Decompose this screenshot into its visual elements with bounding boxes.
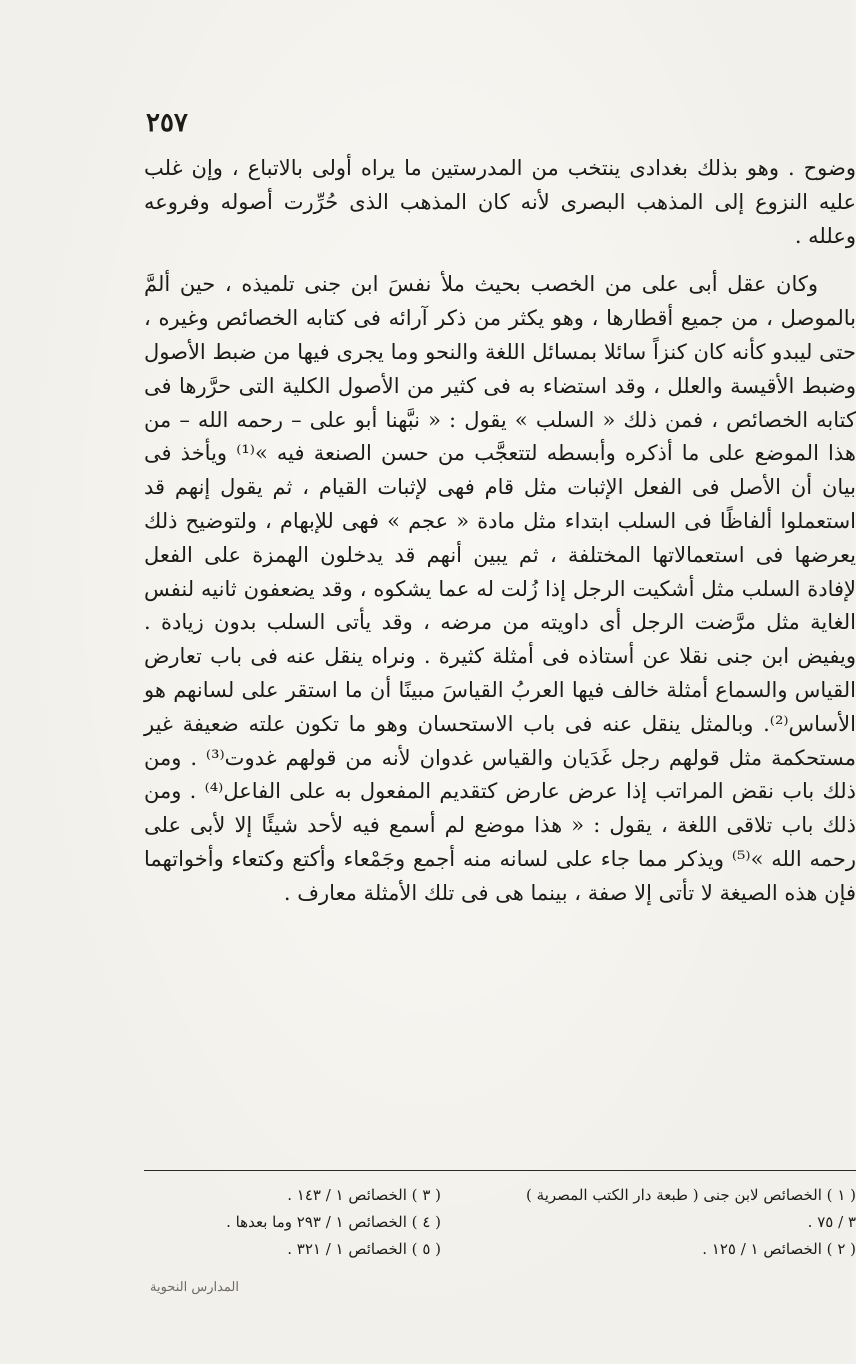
footnote-2: ( ٢ ) الخصائص ١ / ١٢٥ . <box>702 1240 856 1258</box>
signature-mark: المدارس النحوية <box>150 1280 239 1295</box>
paragraph-2: وكان عقل أبى على من الخصب بحيث ملأ نفسَ ابن جنى تلميذه ، حين ألمَّ بالموصل ، من جميع أقطارها ، وهو يكثر من ذكر آرائه فى كتابه الخصائص وغيره ، حتى ليبدو كأنه كان كنزاً سائلا بمسائل اللغة والنحو وما يجرى فيها من ضبط الأصول وضبط الأقيسة والعلل ، وقد استضاء به فى كثير من الأصول الكلية التى حرَّرها فى كتابه الخصائص ، فمن ذلك « السلب » يقول : « نبَّهنا أبو على – رحمه الله – من هذا الموضع على ما أذكره وأبسطه لتتعجَّب من حسن الصنعة فيه »⁽¹⁾ ويأخذ فى بيان أن الأصل فى الفعل الإثبات مثل قام فهى لإثبات القيام ، ثم يقول إنهم قد استعملوا ألفاظًا فى السلب ابتداء مثل مادة « عجم » فهى للإبهام ، ولتوضيح ذلك يعرضها فى استعمالاتها المختلفة ، ثم يبين أنهم قد يدخلون الهمزة على الفعل لإفادة السلب مثل أشكيت الرجل إذا زُلت له عما يشكوه ، وقد يضعفون ثانيه لنفس الغاية مثل مرَّضت الرجل أى داويته من مرضه ، وقد يأتى السلب بدون زيادة . ويفيض ابن جنى نقلا عن أستاذه فى أمثلة كثيرة . ونراه ينقل عنه فى باب تعارض القياس والسماع أمثلة خالف فيها العربُ القياسَ مبينًا أن ما استقر على لسانهم هو الأساس⁽²⁾. وبالمثل ينقل عنه فى باب الاستحسان وهو ما تكون علته ضعيفة غير مستحكمة مثل قولهم رجل غَدَيان والقياس غدوان لأنه من قولهم غدوت⁽³⁾ . ومن ذلك باب نقض المراتب إذا عرض عارض كتقديم المفعول به على الفاعل⁽⁴⁾ . ومن ذلك باب تلاقى اللغة ، يقول : « هذا موضع لم أسمع فيه لأحد شيئًا إلا لأبى على رحمه الله »⁽⁵⁾ ويذكر مما جاء على لسانه منه أجمع وجَمْعاء وأكتع وكتعاء وأخواتهما فإن هذه الصيغة لا تأتى إلا صفة ، بينما هى فى تلك الأمثلة معارف . <box>144 272 856 905</box>
footnote-4: ( ٤ ) الخصائص ١ / ٢٩٣ وما بعدها . <box>226 1213 441 1231</box>
footnote-3: ( ٣ ) الخصائص ١ / ١٤٣ . <box>287 1186 441 1204</box>
footnote-1: ( ١ ) الخصائص لابن جنى ( طبعة دار الكتب المصرية ) ٣ / ٧٥ . <box>526 1186 856 1231</box>
paragraph-1: وضوح . وهو بذلك بغدادى ينتخب من المدرستين ما يراه أولى بالاتباع ، وإن غلب عليه النزوع إلى المذهب البصرى لأنه كان المذهب الذى حُرِّرت أصوله وفروعه وعلله . <box>144 156 856 248</box>
page-number: ٢٥٧ <box>146 108 188 138</box>
footnote-divider <box>144 1170 856 1171</box>
footnotes-right-column <box>526 1182 856 1263</box>
main-text <box>144 152 856 1164</box>
footnote-5: ( ٥ ) الخصائص ١ / ٣٢١ . <box>287 1240 441 1258</box>
footnotes-left-column <box>141 1182 441 1263</box>
